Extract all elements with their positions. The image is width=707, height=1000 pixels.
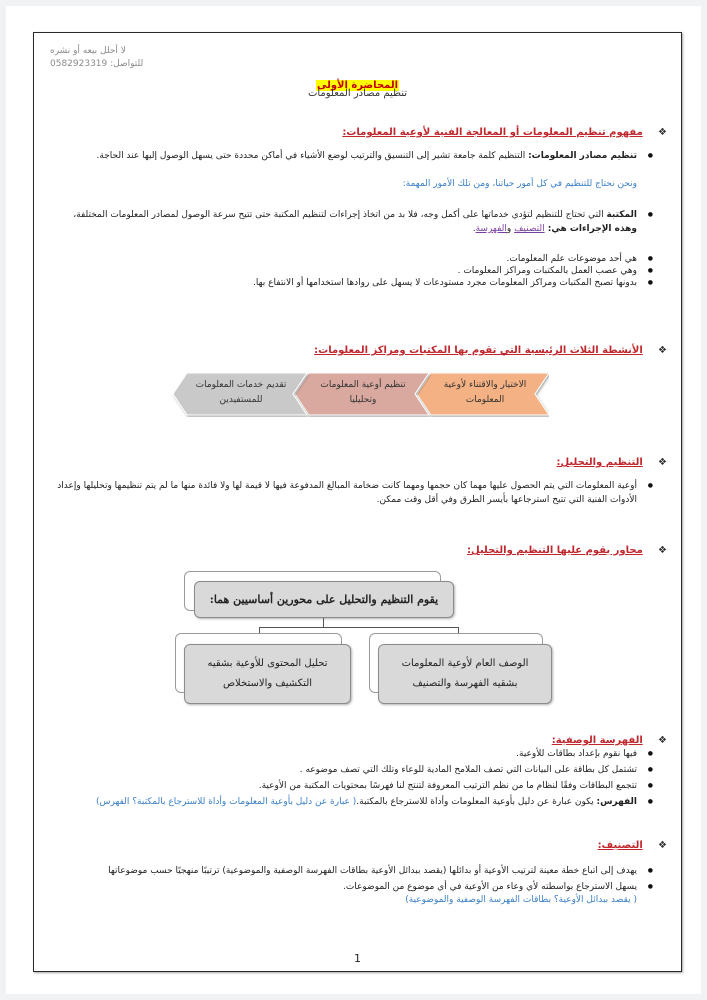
- left-child-box: [184, 644, 351, 704]
- term-label: الفهرس:: [596, 797, 637, 807]
- diamond-bullet-icon: ❖: [658, 457, 667, 468]
- heading-text: مفهوم تنظيم المعلومات أو المعالجة الفنية لأوعية المعلومات:: [342, 127, 643, 138]
- heading-text: التنظيم والتحليل:: [556, 457, 643, 468]
- period: .: [472, 224, 476, 234]
- link-cataloging[interactable]: الفهرسة: [475, 224, 507, 234]
- term-text: التي تحتاج للتنظيم لتؤدي خدماتها على أكمل وجه، فلا بد من اتخاذ إجراءات لتنظيم المكتبة حتى تتيح سرعة الوصول لمصادر المعلومات المختلفة،: [73, 210, 607, 220]
- section-heading-activities: [314, 338, 667, 357]
- list-item: ● وهي عصب العمل بالمكتبات ومراكز المعلومات .: [175, 265, 655, 277]
- classification-blue-note: ( يقصد ببدائل الأوعية؟ بطاقات الفهرسة الوصفية والموضوعية): [405, 895, 637, 905]
- connector-line: [259, 627, 459, 628]
- list-item: ● بدونها تصبح المكتبات ومراكز المعلومات مجرد مستودعات لا يسهل على روادها استخدامها أو الانتفاع بها.: [175, 277, 655, 289]
- section-heading-concept: [342, 120, 667, 139]
- page-number: 1: [354, 952, 361, 965]
- heading-text: محاور يقوم عليها التنظيم والتحليل:: [467, 545, 643, 556]
- connector-line: [323, 618, 324, 627]
- section-heading-organizing: [556, 450, 667, 469]
- diamond-bullet-icon: ❖: [658, 127, 667, 138]
- link-classification[interactable]: التصنيف: [514, 224, 545, 234]
- list-item: ● تشتمل كل بطاقة على البيانات التي تصف الملامح المادية للوعاء وتلك التي تصف موضوعه .: [55, 762, 655, 778]
- joiner: و: [506, 224, 515, 234]
- blue-note: ( عبارة عن دليل بأوعية المعلومات وأداة للاسترجاع بالمكتبة؟ الفهرس): [96, 797, 357, 807]
- contact-line: للتواصل: 0582923319: [50, 59, 144, 69]
- heading-text: الأنشطة الثلاث الرئيسية التي تقوم بها المكتبات ومراكز المعلومات:: [314, 345, 643, 356]
- diamond-bullet-icon: ❖: [658, 735, 667, 746]
- copyright-line: لا أحلل بيعه أو نشره: [50, 46, 126, 56]
- root-label: يقوم التنظيم والتحليل على محورين أساسيين هما:: [209, 593, 439, 606]
- copyright-note: [50, 45, 160, 71]
- axes-hierarchy-diagram: [152, 568, 552, 718]
- document-page: [33, 32, 682, 972]
- section-heading-axes: [467, 538, 667, 557]
- library-list: [50, 208, 655, 236]
- activities-process-chevrons: [169, 371, 549, 417]
- term-text: يكون عبارة عن دليل بأوعية المعلومات وأداة للاسترجاع بالمكتبة.: [356, 797, 597, 807]
- list-item: ● تتجمع البطاقات وفقًا لنظام ما من نظم الترتيب المعروفة لتنتج لنا فهرسًا بمحتويات المكتبة من الأوعية.: [55, 778, 655, 794]
- list-item: ● فيها نقوم بإعداد بطاقات للأوعية.: [55, 746, 655, 762]
- right-child-box: [378, 644, 552, 704]
- page-title: المحاضرة الأولى: [316, 80, 399, 91]
- chevron-step-1-label: الاختيار والاقتناء لأوعية المعلومات: [443, 380, 527, 405]
- concept-points: [175, 253, 655, 289]
- section-heading-cataloging: [552, 728, 667, 747]
- list-item: [50, 208, 655, 236]
- list-item: ● أوعية المعلومات التي يتم الحصول عليها مهما كان حجمها ومهما كانت ضخامة المبالغ المدفوعة فيها لا قيمة لها ولا فائدة منها ما لم يتم تنظيمها وتحليلها وإعداد الأدوات الفنية التي تتيح استرجاعها بأيسر الطرق وفي أقل وقت ممكن.: [45, 479, 655, 507]
- heading-text: الفهرسة الوصفية:: [551, 735, 643, 746]
- chevron-step-2-label: تنظيم أوعية المعلومات وتحليليا: [320, 380, 406, 405]
- heading-text: التصنيف:: [597, 840, 643, 851]
- list-item: ● هي أحد موضوعات علم المعلومات.: [175, 253, 655, 265]
- page-subtitle: تنظيم مصادر المعلومات: [307, 88, 408, 99]
- left-child-label: تحليل المحتوى للأوعية بشقيه التكشيف والاستخلاص: [207, 658, 328, 689]
- organizing-list: [45, 479, 655, 507]
- term-label: المكتبة: [606, 210, 637, 220]
- list-item: [55, 794, 655, 810]
- right-child-label: الوصف العام لأوعية المعلومات بشقيه الفهرسة والتصنيف: [401, 658, 529, 689]
- diamond-bullet-icon: ❖: [658, 345, 667, 356]
- list-item: [55, 149, 655, 163]
- list-item: ● يهدف إلى اتباع خطة معينة لترتيب الأوعية أو بدائلها (يقصد ببدائل الأوعية بطاقات الفهرسة الوصفية والموضوعية) ترتيبًا منهجيًا حسب موضوعاتها: [50, 863, 655, 879]
- root-box: [194, 581, 454, 618]
- cataloging-list: [55, 746, 655, 810]
- section-heading-classification: [598, 833, 667, 852]
- concept-definition-list: [55, 149, 655, 163]
- procedures-label: وهذه الإجراءات هي:: [544, 224, 637, 234]
- chevron-step-3-label: تقديم خدمات المعلومات للمستفيدين: [195, 380, 287, 405]
- list-item: ● يسهل الاسترجاع بواسطته لأي وعاء من الأوعية في أي موضوع من الموضوعات.: [50, 879, 655, 895]
- term-text: التنظيم كلمة جامعة تشير إلى التنسيق والترتيب لوضع الأشياء في أماكن محددة حتى يسهل الوصول إليها عند الحاجة.: [96, 151, 529, 161]
- diamond-bullet-icon: ❖: [658, 840, 667, 851]
- blue-note: ونحن نحتاج للتنظيم في كل أمور حياتنا، ومن تلك الأمور المهمة:: [402, 179, 637, 189]
- term-label: تنظيم مصادر المعلومات:: [528, 151, 637, 161]
- classification-list: [50, 863, 655, 895]
- diamond-bullet-icon: ❖: [658, 545, 667, 556]
